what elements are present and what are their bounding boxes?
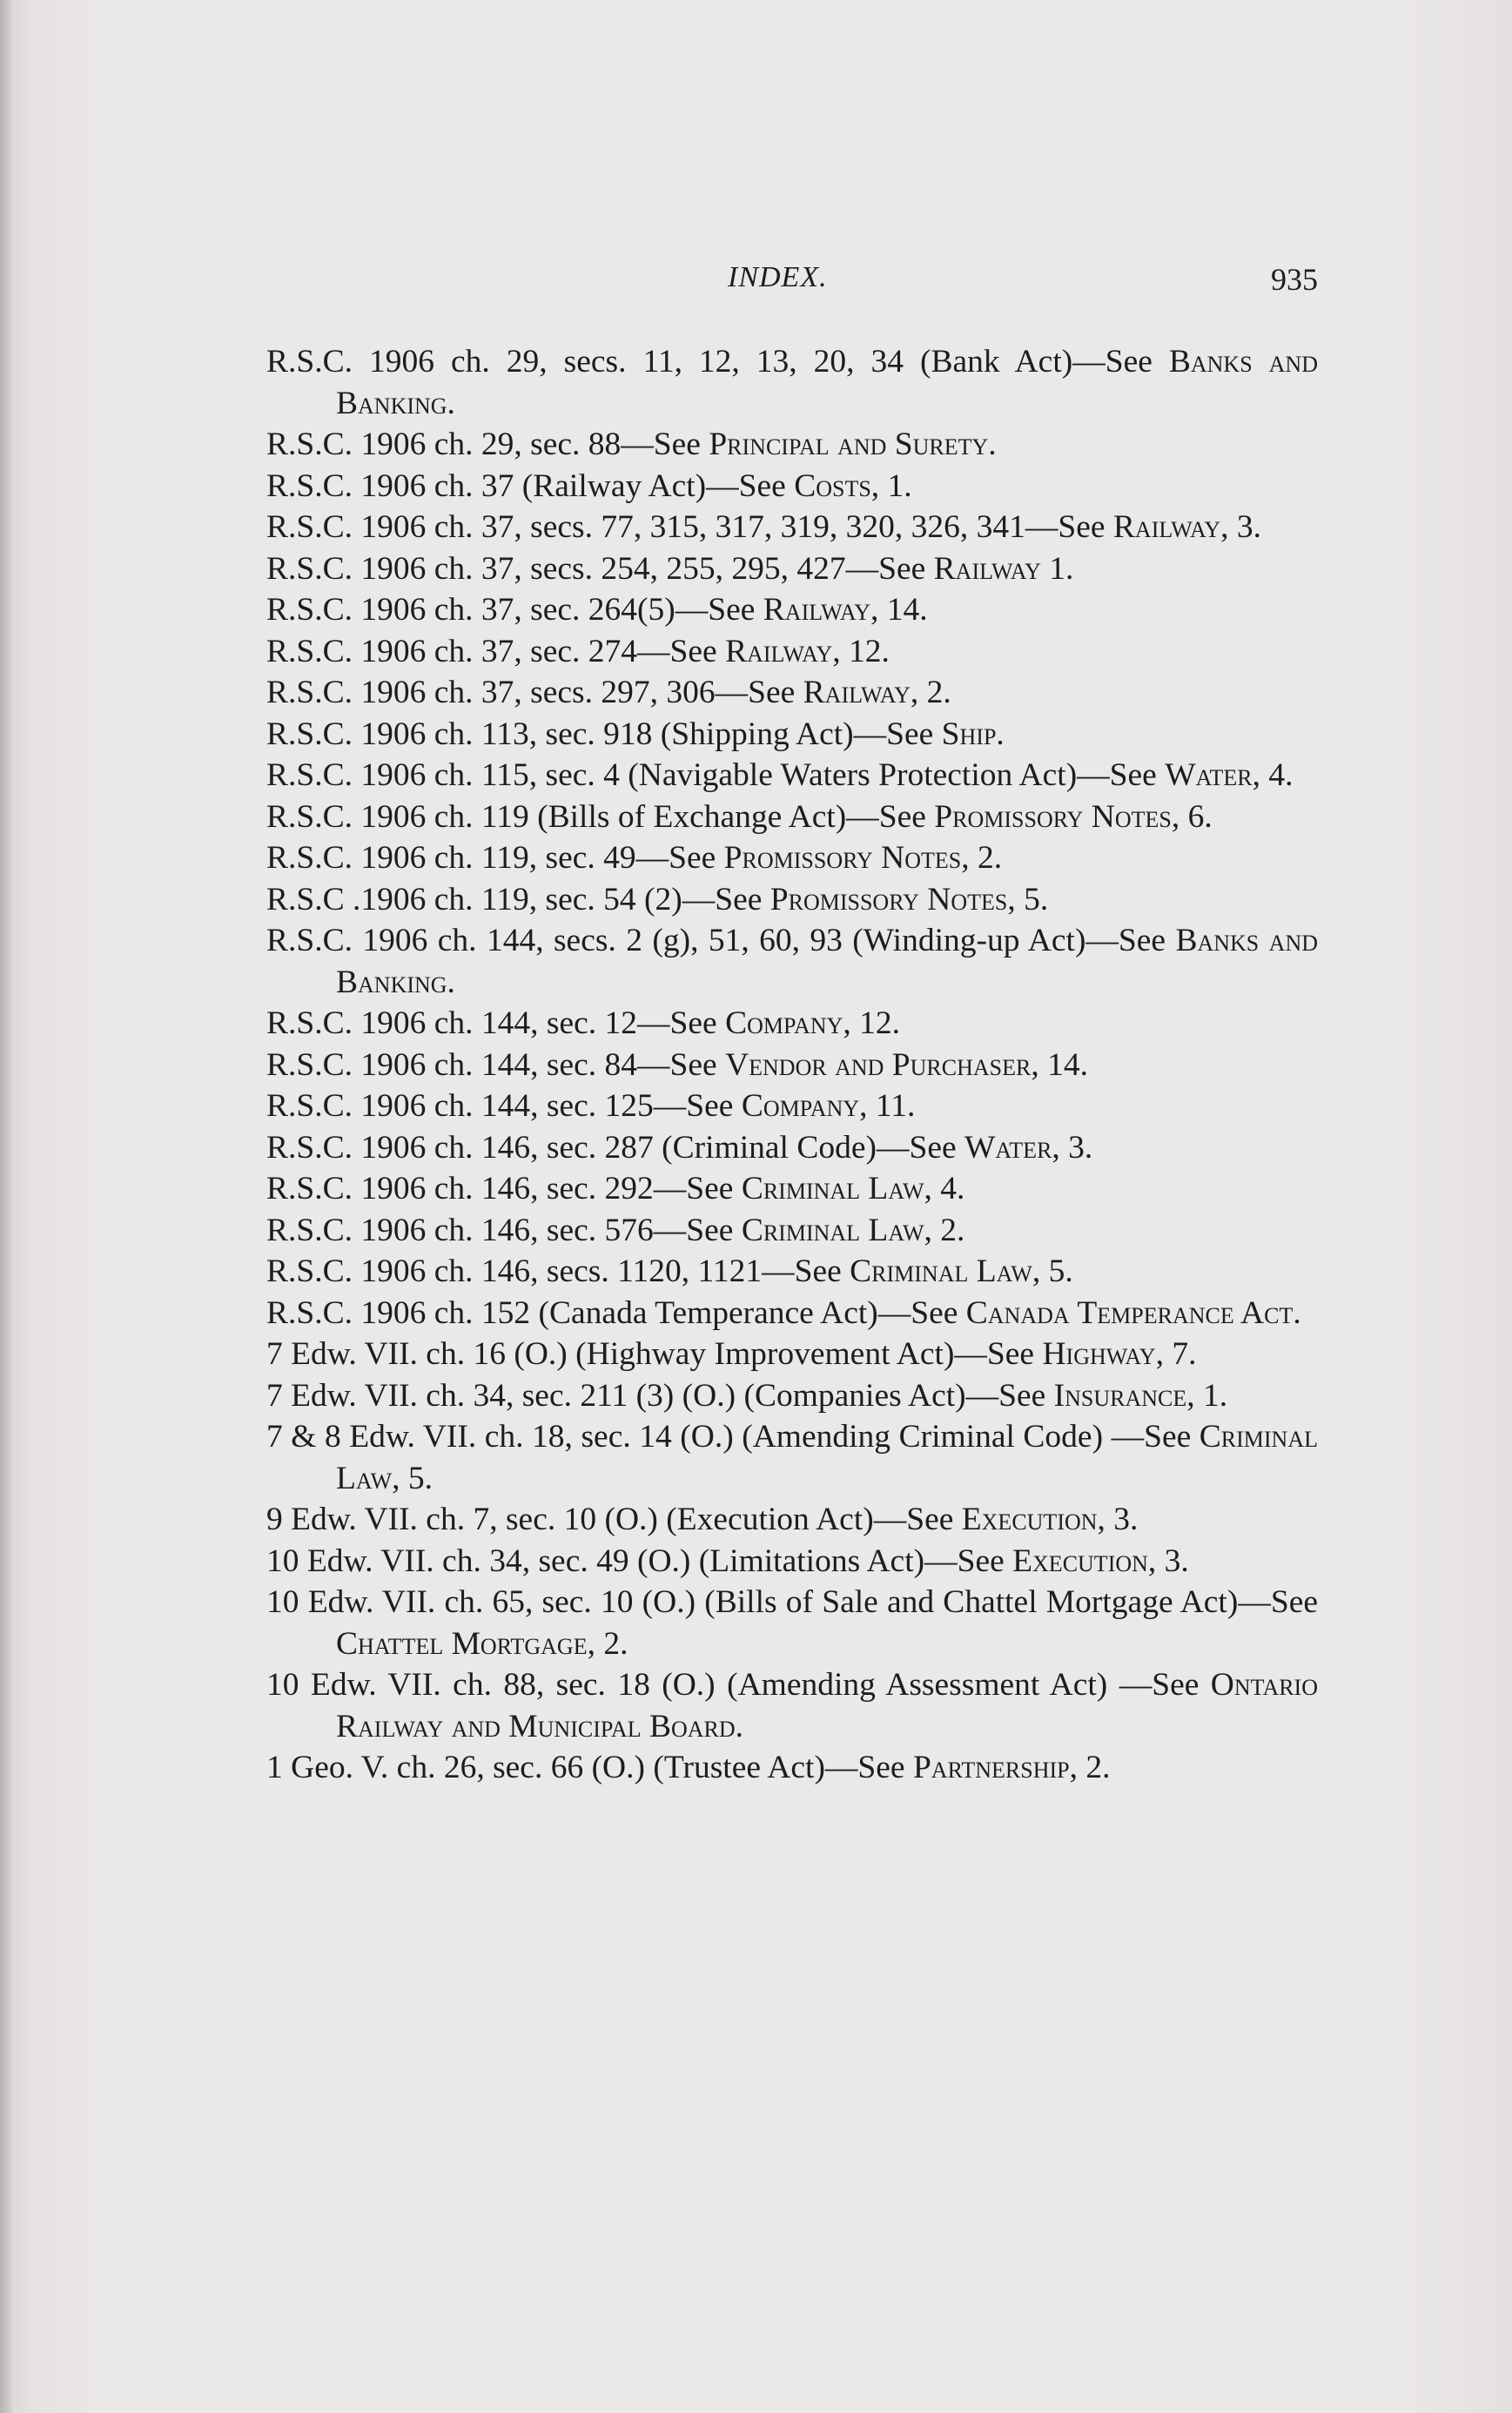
- entry-cross-reference: Partnership, 2.: [912, 1750, 1111, 1785]
- entry-citation: R.S.C. 1906 ch. 119 (Bills of Exchange Act)—See: [266, 798, 935, 835]
- entry-citation: R.S.C. 1906 ch. 37 (Railway Act)—See: [266, 467, 795, 504]
- index-entry: [266, 1541, 1318, 1583]
- index-entry: [266, 507, 1318, 548]
- entry-cross-reference: Promissory Notes, 2.: [723, 840, 1003, 876]
- entry-cross-reference: Railway, 14.: [763, 592, 928, 628]
- entry-cross-reference: Costs, 1.: [794, 467, 912, 504]
- index-entry: [266, 341, 1318, 424]
- entry-cross-reference: Banks and Banking.: [336, 344, 1318, 421]
- index-entry: [266, 1664, 1318, 1747]
- entry-citation: R.S.C. 1906 ch. 144, secs. 2 (g), 51, 60, 93 (Winding-up Act)—See: [266, 923, 1176, 958]
- index-entry: [266, 879, 1318, 921]
- entry-citation: R.S.C. 1906 ch. 37, secs. 254, 255, 295, 427—See: [266, 550, 934, 587]
- index-entry: [266, 837, 1318, 879]
- index-entry: [266, 631, 1318, 673]
- index-entry: [266, 1251, 1318, 1293]
- entry-citation: R.S.C. 1906 ch. 146, sec. 287 (Criminal Code)—See: [266, 1129, 965, 1166]
- entry-cross-reference: Railway, 12.: [725, 633, 890, 669]
- entry-citation: 10 Edw. VII. ch. 34, sec. 49 (O.) (Limitations Act)—See: [266, 1543, 1013, 1579]
- running-title: INDEX.: [728, 261, 828, 293]
- index-entry: [266, 1499, 1318, 1541]
- entry-citation: R.S.C .1906 ch. 119, sec. 54 (2)—See: [266, 881, 770, 917]
- entry-citation: 9 Edw. VII. ch. 7, sec. 10 (O.) (Execution Act)—See: [266, 1502, 962, 1537]
- entry-cross-reference: Ship.: [941, 716, 1005, 752]
- index-entry: [266, 672, 1318, 714]
- entry-cross-reference: Insurance, 1.: [1053, 1377, 1228, 1414]
- index-entry: [266, 589, 1318, 631]
- page-spine-edge: [0, 0, 12, 2413]
- entry-citation: R.S.C. 1906 ch. 152 (Canada Temperance Act)—See: [266, 1294, 966, 1331]
- entry-citation: R.S.C. 1906 ch. 144, sec. 84—See: [266, 1046, 726, 1083]
- entry-citation: R.S.C. 1906 ch. 144, sec. 125—See: [266, 1088, 742, 1124]
- entry-cross-reference: Company, 11.: [741, 1088, 916, 1124]
- page-header: [266, 261, 1318, 305]
- entry-cross-reference: Company, 12.: [725, 1005, 900, 1041]
- entry-citation: R.S.C. 1906 ch. 113, sec. 918 (Shipping Act)—See: [266, 716, 942, 752]
- entry-cross-reference: Canada Temperance Act.: [965, 1294, 1301, 1331]
- entry-cross-reference: Railway 1.: [933, 550, 1074, 587]
- entry-cross-reference: Criminal Law, 2.: [741, 1212, 965, 1248]
- entry-citation: 7 Edw. VII. ch. 16 (O.) (Highway Improvement Act)—See: [266, 1336, 1043, 1372]
- entry-cross-reference: Execution, 3.: [961, 1502, 1139, 1537]
- entry-citation: 1 Geo. V. ch. 26, sec. 66 (O.) (Trustee Act)—See: [266, 1750, 913, 1785]
- index-entry: [266, 1127, 1318, 1169]
- index-entry: [266, 920, 1318, 1003]
- entry-cross-reference: Principal and Surety.: [709, 427, 997, 462]
- entry-citation: R.S.C. 1906 ch. 37, sec. 264(5)—See: [266, 592, 763, 628]
- entry-citation: 7 & 8 Edw. VII. ch. 18, sec. 14 (O.) (Amending Criminal Code) —See: [266, 1419, 1200, 1455]
- index-entry: [266, 1293, 1318, 1334]
- entry-cross-reference: Railway, 2.: [803, 675, 951, 710]
- entry-cross-reference: Chattel Mortgage, 2.: [336, 1625, 628, 1662]
- entry-cross-reference: Vendor and Purchaser, 14.: [725, 1046, 1088, 1083]
- entry-citation: R.S.C. 1906 ch. 119, sec. 49—See: [266, 840, 724, 876]
- index-entry: [266, 755, 1318, 796]
- entry-citation: 7 Edw. VII. ch. 34, sec. 211 (3) (O.) (Companies Act)—See: [266, 1377, 1054, 1414]
- index-entry: [266, 1416, 1318, 1499]
- entry-citation: R.S.C. 1906 ch. 115, sec. 4 (Navigable Waters Protection Act)—See: [266, 757, 1166, 793]
- entry-cross-reference: Water, 4.: [1165, 757, 1294, 793]
- index-entry: [266, 796, 1318, 838]
- index-entry: [266, 1747, 1318, 1789]
- entry-citation: R.S.C. 1906 ch. 37, sec. 274—See: [266, 633, 726, 669]
- entry-cross-reference: Banks and Banking.: [336, 923, 1318, 1000]
- entry-cross-reference: Promissory Notes, 6.: [934, 798, 1213, 835]
- index-entry: [266, 1168, 1318, 1210]
- page-number: 935: [1271, 262, 1318, 297]
- entry-citation: R.S.C. 1906 ch. 146, sec. 292—See: [266, 1171, 742, 1206]
- entry-citation: R.S.C. 1906 ch. 146, secs. 1120, 1121—See: [266, 1254, 850, 1289]
- entry-cross-reference: Criminal Law, 4.: [741, 1171, 965, 1206]
- index-entry: [266, 1210, 1318, 1252]
- entry-cross-reference: Ontario Railway and Municipal Board.: [336, 1667, 1318, 1744]
- entry-citation: R.S.C. 1906 ch. 37, secs. 297, 306—See: [266, 675, 803, 710]
- entry-cross-reference: Promissory Notes, 5.: [769, 881, 1049, 917]
- index-entry: [266, 548, 1318, 590]
- entry-cross-reference: Highway, 7.: [1042, 1336, 1197, 1372]
- index-entry: [266, 1086, 1318, 1127]
- entry-cross-reference: Water, 3.: [964, 1129, 1093, 1166]
- entry-citation: R.S.C. 1906 ch. 29, sec. 88—See: [266, 427, 709, 462]
- index-entry: [266, 1375, 1318, 1417]
- index-entry: [266, 1582, 1318, 1664]
- entry-citation: R.S.C. 1906 ch. 29, secs. 11, 12, 13, 20, 34 (Bank Act)—See: [266, 344, 1169, 380]
- entry-cross-reference: Criminal Law, 5.: [336, 1419, 1318, 1496]
- index-entry: [266, 1003, 1318, 1045]
- entry-cross-reference: Execution, 3.: [1012, 1543, 1189, 1579]
- entry-citation: 10 Edw. VII. ch. 88, sec. 18 (O.) (Amending Assessment Act) —See: [266, 1667, 1211, 1703]
- index-entry: [266, 466, 1318, 507]
- index-entry: [266, 1045, 1318, 1086]
- index-entry: [266, 714, 1318, 756]
- index-entries: [266, 341, 1318, 1789]
- index-entry: [266, 1334, 1318, 1375]
- entry-citation: R.S.C. 1906 ch. 37, secs. 77, 315, 317, 319, 320, 326, 341—See: [266, 509, 1113, 545]
- entry-citation: R.S.C. 1906 ch. 146, sec. 576—See: [266, 1212, 742, 1248]
- index-entry: [266, 424, 1318, 466]
- entry-cross-reference: Railway, 3.: [1112, 509, 1262, 545]
- entry-citation: R.S.C. 1906 ch. 144, sec. 12—See: [266, 1005, 726, 1041]
- entry-cross-reference: Criminal Law, 5.: [850, 1254, 1073, 1289]
- entry-citation: 10 Edw. VII. ch. 65, sec. 10 (O.) (Bills of Sale and Chattel Mortgage Act)—See: [266, 1584, 1318, 1620]
